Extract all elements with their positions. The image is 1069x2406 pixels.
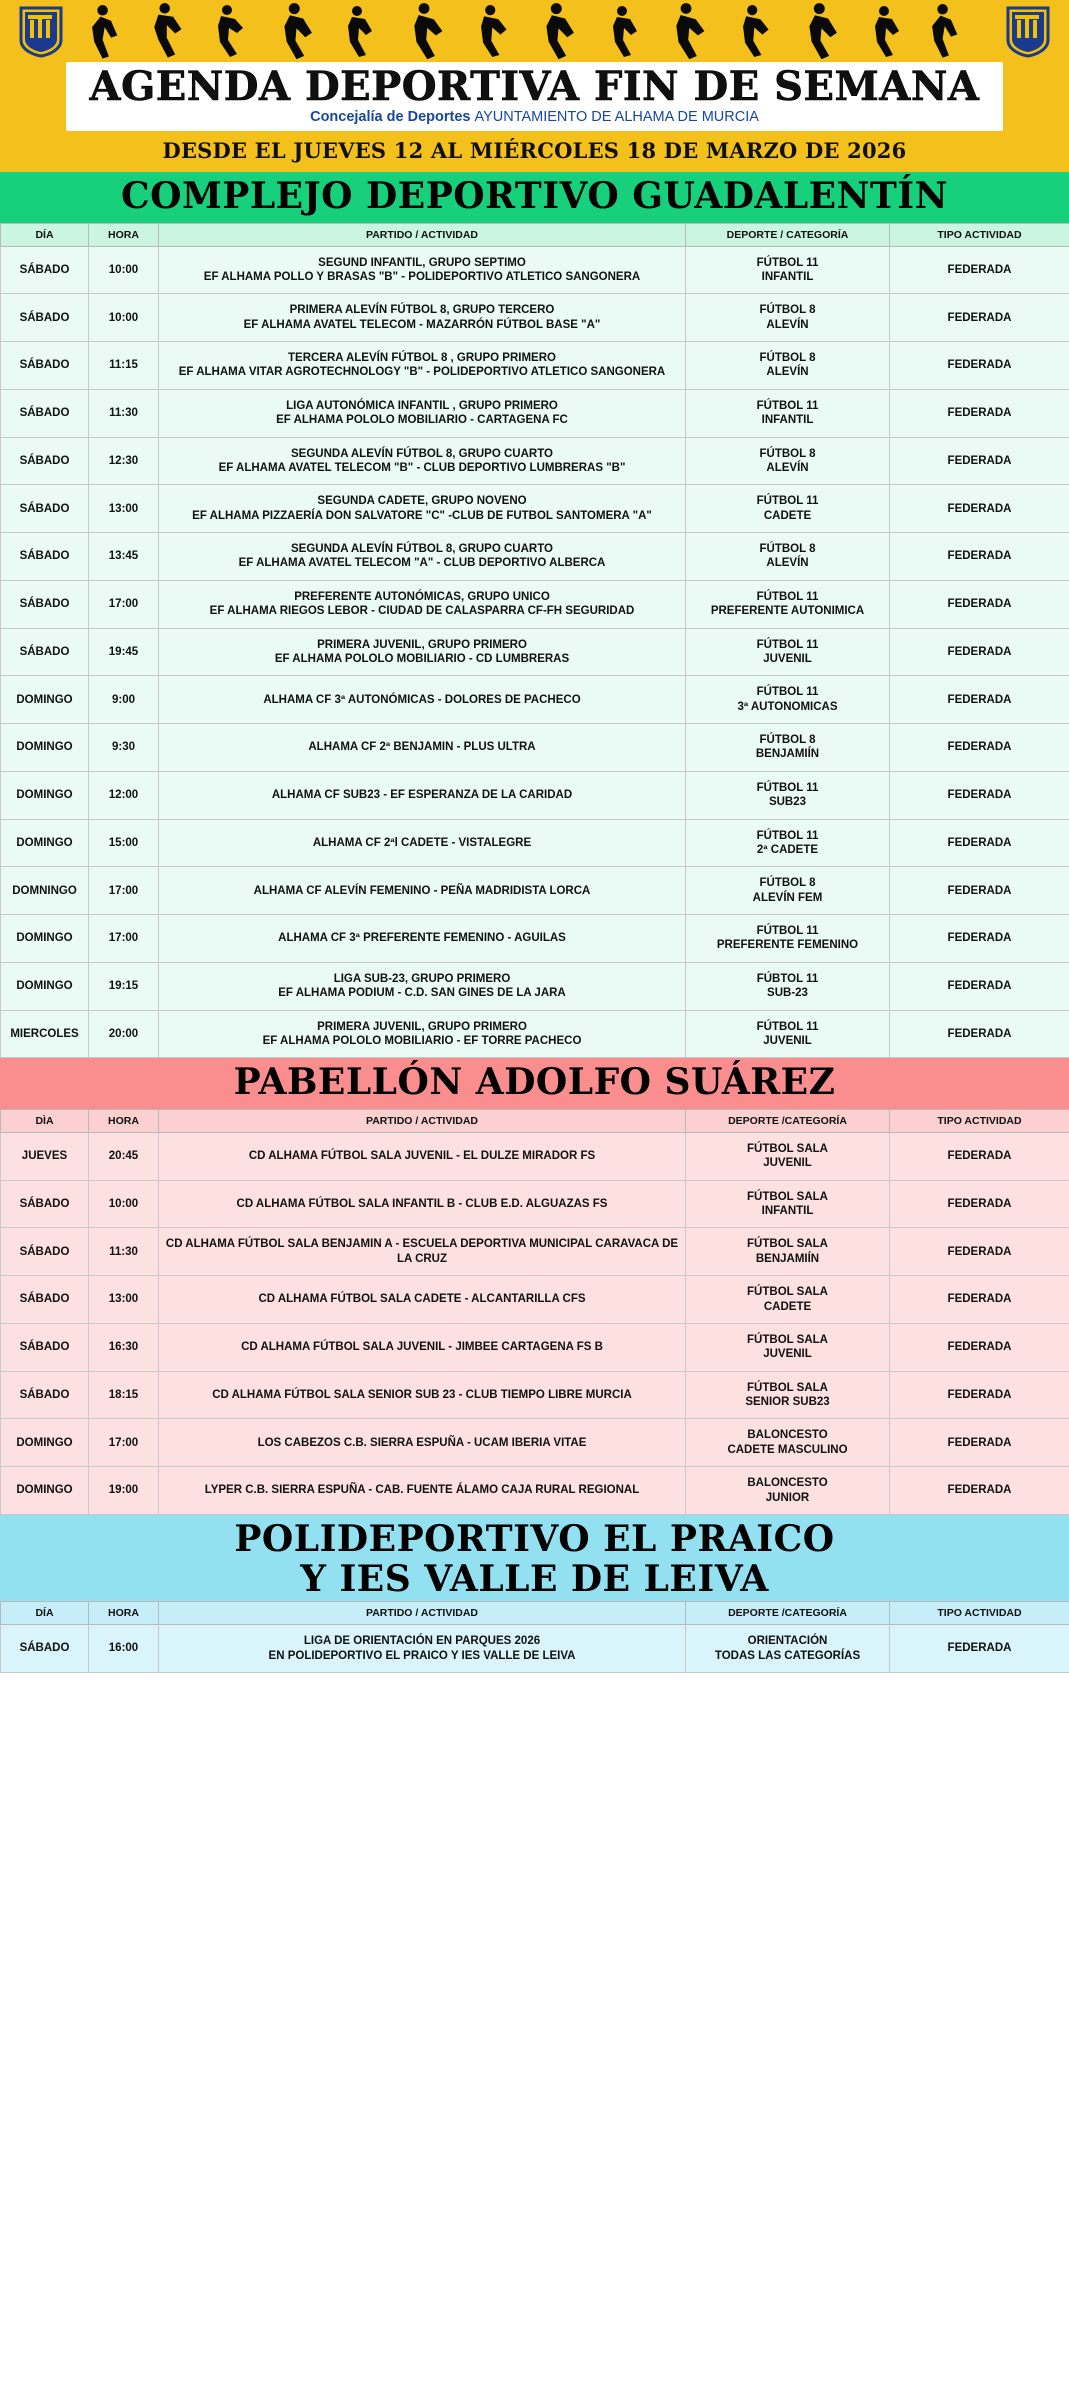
cell-part: CD ALHAMA FÚTBOL SALA BENJAMIN A - ESCUELA DEPORTIVA MUNICIPAL CARAVACA DE LA CRUZ	[159, 1228, 686, 1276]
column-header: TIPO ACTIVIDAD	[890, 1109, 1069, 1132]
cell-dia: SÁBADO	[1, 389, 89, 437]
column-header: PARTIDO / ACTIVIDAD	[159, 1109, 686, 1132]
table-row	[1, 1228, 1069, 1276]
cell-hora: 17:00	[89, 1419, 159, 1467]
cell-hora: 10:00	[89, 294, 159, 342]
cell-deporte: FÚTBOL 8 ALEVÍN	[686, 437, 890, 485]
cell-part: CD ALHAMA FÚTBOL SALA JUVENIL - EL DULZE MIRADOR FS	[159, 1132, 686, 1180]
cell-dia: SÁBADO	[1, 1276, 89, 1324]
table-row	[1, 437, 1069, 485]
section-banner-line: Y IES VALLE DE LEIVA	[300, 1557, 769, 1600]
cell-deporte: FÚTBOL 8 ALEVÍN	[686, 294, 890, 342]
cell-part: LYPER C.B. SIERRA ESPUÑA - CAB. FUENTE ÁLAMO CAJA RURAL REGIONAL	[159, 1467, 686, 1515]
cell-part: LIGA DE ORIENTACIÓN EN PARQUES 2026 EN POLIDEPORTIVO EL PRAICO Y IES VALLE DE LEIVA	[159, 1625, 686, 1673]
cell-part: LIGA AUTONÓMICA INFANTIL , GRUPO PRIMERO EF ALHAMA POLOLO MOBILIARIO - CARTAGENA FC	[159, 389, 686, 437]
cell-dia: SÁBADO	[1, 437, 89, 485]
cell-tipo: FEDERADA	[890, 1467, 1069, 1515]
cell-part: CD ALHAMA FÚTBOL SALA CADETE - ALCANTARILLA CFS	[159, 1276, 686, 1324]
cell-hora: 12:30	[89, 437, 159, 485]
cell-part: PRIMERA ALEVÍN FÚTBOL 8, GRUPO TERCERO EF ALHAMA AVATEL TELECOM - MAZARRÓN FÚTBOL BASE "A"	[159, 294, 686, 342]
cell-tipo: FEDERADA	[890, 1180, 1069, 1228]
cell-part: CD ALHAMA FÚTBOL SALA JUVENIL - JIMBEE CARTAGENA FS B	[159, 1323, 686, 1371]
table-row	[1, 1276, 1069, 1324]
cell-hora: 9:30	[89, 724, 159, 772]
table-row	[1, 1371, 1069, 1419]
cell-dia: SÁBADO	[1, 246, 89, 294]
cell-dia: DOMINGO	[1, 962, 89, 1010]
cell-deporte: FÚTBOL 11 JUVENIL	[686, 1010, 890, 1058]
cell-deporte: FÚTBOL 11 INFANTIL	[686, 246, 890, 294]
cell-hora: 11:30	[89, 389, 159, 437]
poster-header	[0, 0, 1069, 172]
column-header: DÌA	[1, 1109, 89, 1132]
column-header: DÍA	[1, 223, 89, 246]
cell-deporte: FÚTBOL SALA INFANTIL	[686, 1180, 890, 1228]
cell-deporte: FÚTBOL SALA SENIOR SUB23	[686, 1371, 890, 1419]
cell-hora: 19:45	[89, 628, 159, 676]
cell-dia: SÁBADO	[1, 294, 89, 342]
column-header: HORA	[89, 223, 159, 246]
table-header-row	[1, 223, 1069, 246]
cell-tipo: FEDERADA	[890, 676, 1069, 724]
cell-hora: 17:00	[89, 867, 159, 915]
cell-tipo: FEDERADA	[890, 867, 1069, 915]
cell-deporte: FÚBTOL 11 SUB-23	[686, 962, 890, 1010]
cell-tipo: FEDERADA	[890, 1625, 1069, 1673]
cell-part: ALHAMA CF 3ª PREFERENTE FEMENINO - AGUILAS	[159, 915, 686, 963]
cell-dia: SÁBADO	[1, 1180, 89, 1228]
table-header-row	[1, 1602, 1069, 1625]
cell-part: ALHAMA CF 2ªl CADETE - VISTALEGRE	[159, 819, 686, 867]
cell-deporte: FÚTBOL 8 ALEVÍN	[686, 342, 890, 390]
column-header: DEPORTE / CATEGORÍA	[686, 223, 890, 246]
cell-hora: 16:00	[89, 1625, 159, 1673]
table-row	[1, 1467, 1069, 1515]
cell-deporte: FÚTBOL 11 INFANTIL	[686, 389, 890, 437]
cell-deporte: FÚTBOL SALA CADETE	[686, 1276, 890, 1324]
cell-hora: 10:00	[89, 1180, 159, 1228]
cell-tipo: FEDERADA	[890, 533, 1069, 581]
cell-part: SEGUNDA ALEVÍN FÚTBOL 8, GRUPO CUARTO EF ALHAMA AVATEL TELECOM "B" - CLUB DEPORTIVO LUMBRERAS "B"	[159, 437, 686, 485]
cell-part: LOS CABEZOS C.B. SIERRA ESPUÑA - UCAM IBERIA VITAE	[159, 1419, 686, 1467]
runner-silhouettes-icon	[0, 0, 1069, 62]
table-row	[1, 246, 1069, 294]
cell-tipo: FEDERADA	[890, 1276, 1069, 1324]
cell-tipo: FEDERADA	[890, 724, 1069, 772]
municipal-crest-left-icon	[18, 6, 64, 58]
cell-dia: SÁBADO	[1, 485, 89, 533]
cell-dia: SÁBADO	[1, 580, 89, 628]
column-header: TIPO ACTIVIDAD	[890, 223, 1069, 246]
cell-hora: 13:45	[89, 533, 159, 581]
schedule-table	[0, 1109, 1069, 1515]
cell-part: PRIMERA JUVENIL, GRUPO PRIMERO EF ALHAMA POLOLO MOBILIARIO - EF TORRE PACHECO	[159, 1010, 686, 1058]
cell-deporte: BALONCESTO CADETE MASCULINO	[686, 1419, 890, 1467]
cell-hora: 19:00	[89, 1467, 159, 1515]
page-subtitle	[66, 109, 1003, 125]
cell-dia: DOMINGO	[1, 724, 89, 772]
cell-hora: 20:00	[89, 1010, 159, 1058]
cell-tipo: FEDERADA	[890, 819, 1069, 867]
cell-deporte: FÚTBOL 8 ALEVÍN FEM	[686, 867, 890, 915]
cell-dia: MIERCOLES	[1, 1010, 89, 1058]
table-row	[1, 533, 1069, 581]
cell-tipo: FEDERADA	[890, 1132, 1069, 1180]
cell-hora: 19:15	[89, 962, 159, 1010]
table-row	[1, 1180, 1069, 1228]
cell-dia: DOMINGO	[1, 771, 89, 819]
section-banner: PABELLÓN ADOLFO SUÁREZ	[0, 1058, 1069, 1109]
cell-deporte: FÚTBOL 11 SUB23	[686, 771, 890, 819]
cell-tipo: FEDERADA	[890, 580, 1069, 628]
schedule-table	[0, 1601, 1069, 1673]
column-header: DEPORTE /CATEGORÍA	[686, 1602, 890, 1625]
cell-tipo: FEDERADA	[890, 437, 1069, 485]
cell-hora: 20:45	[89, 1132, 159, 1180]
cell-deporte: FÚTBOL 11 3ª AUTONOMICAS	[686, 676, 890, 724]
cell-hora: 17:00	[89, 580, 159, 628]
table-header-row	[1, 1109, 1069, 1132]
cell-deporte: FÚTBOL 11 CADETE	[686, 485, 890, 533]
cell-part: CD ALHAMA FÚTBOL SALA INFANTIL B - CLUB E.D. ALGUAZAS FS	[159, 1180, 686, 1228]
table-row	[1, 1010, 1069, 1058]
table-row	[1, 628, 1069, 676]
date-range: DESDE EL JUEVES 12 AL MIÉRCOLES 18 DE MARZO DE 2026	[0, 131, 1069, 172]
cell-deporte: FÚTBOL SALA BENJAMIÍN	[686, 1228, 890, 1276]
cell-hora: 12:00	[89, 771, 159, 819]
cell-dia: DOMINGO	[1, 915, 89, 963]
table-row	[1, 771, 1069, 819]
cell-dia: SÁBADO	[1, 1323, 89, 1371]
cell-tipo: FEDERADA	[890, 246, 1069, 294]
cell-tipo: FEDERADA	[890, 1323, 1069, 1371]
cell-dia: SÁBADO	[1, 533, 89, 581]
table-row	[1, 1625, 1069, 1673]
cell-part: ALHAMA CF SUB23 - EF ESPERANZA DE LA CARIDAD	[159, 771, 686, 819]
cell-hora: 17:00	[89, 915, 159, 963]
table-row	[1, 724, 1069, 772]
cell-dia: JUEVES	[1, 1132, 89, 1180]
column-header: TIPO ACTIVIDAD	[890, 1602, 1069, 1625]
cell-deporte: FÚTBOL SALA JUVENIL	[686, 1132, 890, 1180]
cell-deporte: FÚTBOL 11 2ª CADETE	[686, 819, 890, 867]
cell-deporte: FÚTBOL 8 BENJAMIÍN	[686, 724, 890, 772]
title-plate	[66, 62, 1003, 131]
cell-tipo: FEDERADA	[890, 1010, 1069, 1058]
cell-part: SEGUNDA ALEVÍN FÚTBOL 8, GRUPO CUARTO EF ALHAMA AVATEL TELECOM "A" - CLUB DEPORTIVO ALBERCA	[159, 533, 686, 581]
cell-dia: DOMINGO	[1, 1467, 89, 1515]
table-row	[1, 1323, 1069, 1371]
table-row	[1, 294, 1069, 342]
cell-tipo: FEDERADA	[890, 1371, 1069, 1419]
cell-part: ALHAMA CF 2ª BENJAMIN - PLUS ULTRA	[159, 724, 686, 772]
cell-part: TERCERA ALEVÍN FÚTBOL 8 , GRUPO PRIMERO EF ALHAMA VITAR AGROTECHNOLOGY "B" - POLIDEPORTIVO ATLETICO SANGONERA	[159, 342, 686, 390]
table-row	[1, 676, 1069, 724]
column-header: HORA	[89, 1602, 159, 1625]
cell-dia: SÁBADO	[1, 342, 89, 390]
cell-part: SEGUNDA CADETE, GRUPO NOVENO EF ALHAMA PIZZAERÍA DON SALVATORE "C" -CLUB DE FUTBOL SANTOMERA "A"	[159, 485, 686, 533]
schedule-table	[0, 223, 1069, 1059]
athlete-silhouettes-band	[0, 0, 1069, 62]
cell-tipo: FEDERADA	[890, 389, 1069, 437]
cell-dia: DOMINGO	[1, 819, 89, 867]
municipal-crest-right-icon	[1005, 6, 1051, 58]
table-row	[1, 1132, 1069, 1180]
cell-deporte: FÚTBOL 11 JUVENIL	[686, 628, 890, 676]
section-banner	[0, 1515, 1069, 1601]
sections-container	[0, 172, 1069, 1673]
cell-part: LIGA SUB-23, GRUPO PRIMERO EF ALHAMA PODIUM - C.D. SAN GINES DE LA JARA	[159, 962, 686, 1010]
cell-tipo: FEDERADA	[890, 962, 1069, 1010]
cell-tipo: FEDERADA	[890, 915, 1069, 963]
cell-part: PREFERENTE AUTONÓMICAS, GRUPO UNICO EF ALHAMA RIEGOS LEBOR - CIUDAD DE CALASPARRA CF-FH SEGURIDAD	[159, 580, 686, 628]
subtitle-department: Concejalía de Deportes	[310, 109, 475, 125]
table-row	[1, 962, 1069, 1010]
cell-tipo: FEDERADA	[890, 628, 1069, 676]
cell-deporte: BALONCESTO JUNIOR	[686, 1467, 890, 1515]
table-row	[1, 915, 1069, 963]
cell-tipo: FEDERADA	[890, 771, 1069, 819]
table-row	[1, 580, 1069, 628]
cell-tipo: FEDERADA	[890, 342, 1069, 390]
cell-dia: DOMINGO	[1, 676, 89, 724]
section-banner: COMPLEJO DEPORTIVO GUADALENTÍN	[0, 172, 1069, 223]
cell-dia: SÁBADO	[1, 1228, 89, 1276]
cell-tipo: FEDERADA	[890, 485, 1069, 533]
table-row	[1, 867, 1069, 915]
cell-part: PRIMERA JUVENIL, GRUPO PRIMERO EF ALHAMA POLOLO MOBILIARIO - CD LUMBRERAS	[159, 628, 686, 676]
cell-part: SEGUND INFANTIL, GRUPO SEPTIMO EF ALHAMA POLLO Y BRASAS "B" - POLIDEPORTIVO ATLETICO SANGONERA	[159, 246, 686, 294]
column-header: PARTIDO / ACTIVIDAD	[159, 1602, 686, 1625]
cell-hora: 9:00	[89, 676, 159, 724]
cell-hora: 11:15	[89, 342, 159, 390]
column-header: DEPORTE /CATEGORÍA	[686, 1109, 890, 1132]
table-row	[1, 819, 1069, 867]
column-header: HORA	[89, 1109, 159, 1132]
table-row	[1, 1419, 1069, 1467]
cell-hora: 15:00	[89, 819, 159, 867]
cell-deporte: FÚTBOL 11 PREFERENTE AUTONIMICA	[686, 580, 890, 628]
column-header: PARTIDO / ACTIVIDAD	[159, 223, 686, 246]
cell-part: ALHAMA CF ALEVÍN FEMENINO - PEÑA MADRIDISTA LORCA	[159, 867, 686, 915]
cell-hora: 13:00	[89, 1276, 159, 1324]
cell-deporte: FÚTBOL 8 ALEVÍN	[686, 533, 890, 581]
cell-tipo: FEDERADA	[890, 294, 1069, 342]
cell-dia: DOMINGO	[1, 1419, 89, 1467]
cell-tipo: FEDERADA	[890, 1419, 1069, 1467]
cell-dia: SÁBADO	[1, 628, 89, 676]
page-title: AGENDA DEPORTIVA FIN DE SEMANA	[89, 63, 980, 110]
cell-tipo: FEDERADA	[890, 1228, 1069, 1276]
cell-hora: 18:15	[89, 1371, 159, 1419]
cell-part: CD ALHAMA FÚTBOL SALA SENIOR SUB 23 - CLUB TIEMPO LIBRE MURCIA	[159, 1371, 686, 1419]
subtitle-council: AYUNTAMIENTO DE ALHAMA DE MURCIA	[474, 109, 759, 125]
cell-hora: 13:00	[89, 485, 159, 533]
table-row	[1, 389, 1069, 437]
cell-deporte: FÚTBOL 11 PREFERENTE FEMENINO	[686, 915, 890, 963]
cell-deporte: ORIENTACIÓN TODAS LAS CATEGORÍAS	[686, 1625, 890, 1673]
cell-part: ALHAMA CF 3ª AUTONÓMICAS - DOLORES DE PACHECO	[159, 676, 686, 724]
cell-hora: 16:30	[89, 1323, 159, 1371]
table-row	[1, 485, 1069, 533]
cell-deporte: FÚTBOL SALA JUVENIL	[686, 1323, 890, 1371]
table-row	[1, 342, 1069, 390]
cell-dia: DOMNINGO	[1, 867, 89, 915]
cell-hora: 10:00	[89, 246, 159, 294]
column-header: DÍA	[1, 1602, 89, 1625]
cell-hora: 11:30	[89, 1228, 159, 1276]
cell-dia: SÁBADO	[1, 1371, 89, 1419]
section-banner-line: POLIDEPORTIVO EL PRAICO	[234, 1517, 835, 1560]
cell-dia: SÁBADO	[1, 1625, 89, 1673]
